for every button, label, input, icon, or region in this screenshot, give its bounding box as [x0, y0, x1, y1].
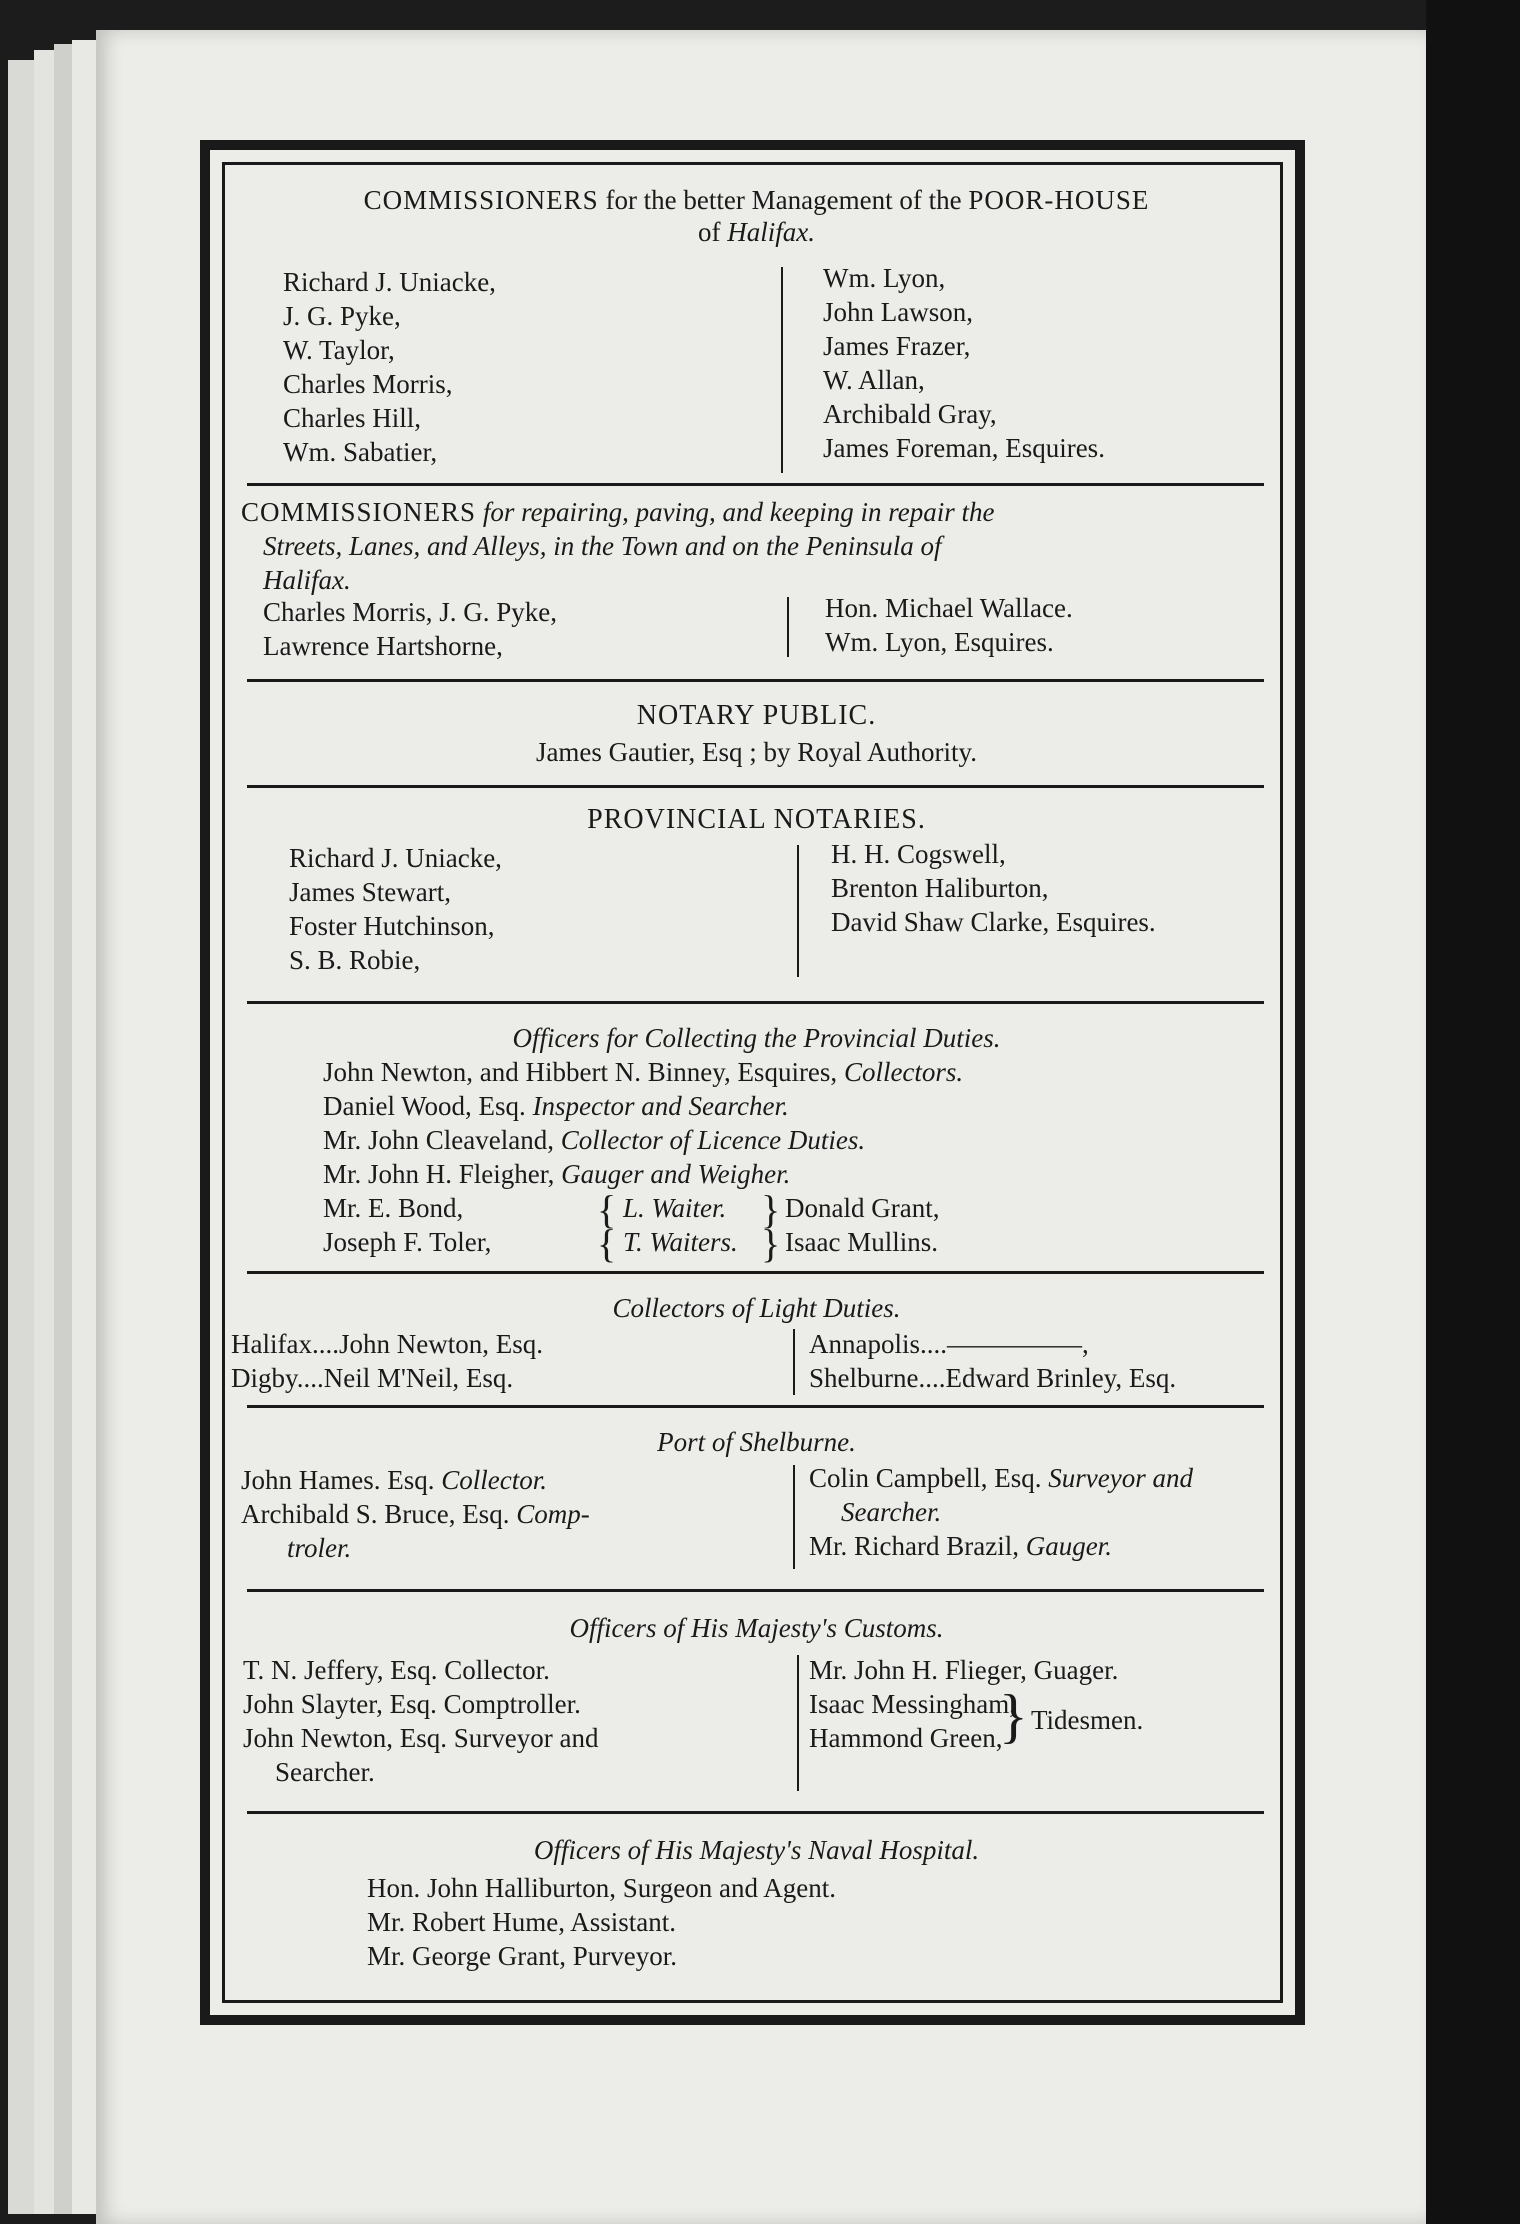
- page-border-frame: [200, 140, 1305, 2025]
- background-right: [1426, 0, 1520, 2224]
- officer-name: John Newton, and Hibbert N. Binney, Esquires,: [323, 1057, 844, 1087]
- title-of: of: [698, 217, 728, 247]
- poor-house-commissioners-section: [253, 171, 1260, 471]
- right-name: Wm. Lyon,: [823, 263, 946, 293]
- right-name: Annapolis....—————,: [809, 1329, 1089, 1359]
- left-name: Foster Hutchinson,: [289, 911, 495, 941]
- column-divider: [781, 267, 783, 473]
- streets-commissioners-section: [241, 487, 1260, 661]
- waiter-role: T. Waiters.: [623, 1227, 738, 1257]
- section-title: Port of Shelburne.: [657, 1427, 856, 1457]
- right-brace: }: [999, 1683, 1028, 1749]
- waiter-name: Isaac Mullins.: [785, 1227, 938, 1257]
- right-name: Mr. John H. Flieger, Guager.: [809, 1655, 1119, 1685]
- officer-line: [809, 1529, 1112, 1563]
- right-brace: }: [761, 1221, 781, 1266]
- section-title-line2: [253, 215, 1260, 249]
- section-title: [253, 183, 1260, 217]
- officer-name: Mr. Richard Brazil,: [809, 1531, 1026, 1561]
- right-name: Hammond Green,: [809, 1723, 1003, 1753]
- book-edge: [54, 44, 74, 2214]
- section-rule: [247, 679, 1264, 682]
- officer-role: Searcher.: [841, 1497, 942, 1527]
- officer-line: [323, 1123, 865, 1157]
- right-name: John Lawson,: [823, 297, 973, 327]
- left-name: Halifax....John Newton, Esq.: [231, 1329, 543, 1359]
- left-name: Charles Morris, J. G. Pyke,: [263, 597, 557, 627]
- book-edge: [34, 50, 56, 2214]
- officer-line: [323, 1089, 789, 1123]
- officer-role: Gauger.: [1025, 1531, 1112, 1561]
- officer-role: Inspector and Searcher.: [532, 1091, 789, 1121]
- officer-role: Collector of Licence Duties.: [560, 1125, 866, 1155]
- officer-line: Mr. Robert Hume, Assistant.: [367, 1907, 676, 1937]
- section-rule: [247, 1405, 1264, 1408]
- right-name: James Foreman, Esquires.: [823, 433, 1105, 463]
- left-name: Digby....Neil M'Neil, Esq.: [231, 1363, 514, 1393]
- waiter-name: Mr. E. Bond,: [323, 1193, 464, 1223]
- tidesmen-label: Tidesmen.: [1031, 1705, 1144, 1735]
- officer-name: Colin Campbell, Esq.: [809, 1463, 1049, 1493]
- waiter-name: Joseph F. Toler,: [323, 1227, 492, 1257]
- right-name: Brenton Haliburton,: [831, 873, 1049, 903]
- right-name: H. H. Cogswell,: [831, 839, 1006, 869]
- left-name: Richard J. Uniacke,: [283, 267, 496, 297]
- book-edge: [72, 40, 98, 2214]
- section-title-line2: Streets, Lanes, and Alleys, in the Town and on the Peninsula of: [263, 531, 942, 561]
- section-rule: [247, 483, 1264, 486]
- section-title: [241, 495, 995, 529]
- left-name: Lawrence Hartshorne,: [263, 631, 503, 661]
- officer-name: Daniel Wood, Esq.: [323, 1091, 533, 1121]
- section-title: NOTARY PUBLIC.: [636, 700, 877, 731]
- left-name: Charles Morris,: [283, 369, 453, 399]
- officer-name: Mr. John Cleaveland,: [323, 1125, 561, 1155]
- left-name: Searcher.: [275, 1757, 375, 1787]
- section-title: Officers of His Majesty's Customs.: [569, 1613, 944, 1643]
- officer-line: [241, 1463, 547, 1497]
- right-name: Wm. Lyon, Esquires.: [825, 627, 1054, 657]
- left-brace: {: [597, 1187, 617, 1232]
- column-divider: [793, 1465, 795, 1569]
- waiter-role: L. Waiter.: [623, 1193, 727, 1223]
- officer-role: troler.: [287, 1533, 352, 1563]
- notary-public-section: [253, 683, 1260, 783]
- section-rule: [247, 1271, 1264, 1274]
- officer-line: [323, 1055, 963, 1089]
- section-title: PROVINCIAL NOTARIES.: [587, 804, 926, 835]
- officer-name: John Hames. Esq.: [241, 1465, 442, 1495]
- left-name: W. Taylor,: [283, 335, 395, 365]
- section-rule: [247, 1001, 1264, 1004]
- left-name: S. B. Robie,: [289, 945, 421, 975]
- officer-role: Collectors.: [843, 1057, 964, 1087]
- right-name: W. Allan,: [823, 365, 925, 395]
- right-name: Isaac Messingham,: [809, 1689, 1016, 1719]
- left-name: John Newton, Esq. Surveyor and: [243, 1723, 599, 1753]
- left-name: T. N. Jeffery, Esq. Collector.: [243, 1655, 550, 1685]
- naval-hospital-section: [253, 1815, 1260, 1975]
- column-divider: [793, 1329, 795, 1395]
- page-border-inner: [222, 162, 1283, 2003]
- right-name: David Shaw Clarke, Esquires.: [831, 907, 1156, 937]
- officer-line: Mr. George Grant, Purveyor.: [367, 1941, 677, 1971]
- section-title: Officers of His Majesty's Naval Hospital.: [533, 1835, 980, 1865]
- officer-role: Surveyor and: [1048, 1463, 1193, 1493]
- section-rule: [247, 1811, 1264, 1814]
- column-divider: [787, 597, 789, 657]
- light-duties-section: [231, 1275, 1260, 1395]
- left-name: Richard J. Uniacke,: [289, 843, 502, 873]
- column-divider: [797, 845, 799, 977]
- officer-role: Gauger and Weigher.: [561, 1159, 791, 1189]
- right-name: Hon. Michael Wallace.: [825, 593, 1073, 623]
- customs-officers-section: [243, 1593, 1260, 1793]
- right-name: Archibald Gray,: [823, 399, 997, 429]
- section-title: Officers for Collecting the Provincial Duties.: [512, 1023, 1001, 1053]
- left-name: John Slayter, Esq. Comptroller.: [243, 1689, 581, 1719]
- waiter-name: Donald Grant,: [785, 1193, 940, 1223]
- officer-role: Collector.: [441, 1465, 547, 1495]
- book-edge: [8, 60, 36, 2214]
- section-title-line3: Halifax.: [263, 565, 351, 595]
- left-name: Wm. Sabatier,: [283, 437, 438, 467]
- right-name: Shelburne....Edward Brinley, Esq.: [809, 1363, 1177, 1393]
- right-name: James Frazer,: [823, 331, 971, 361]
- left-brace: {: [597, 1221, 617, 1266]
- title-caps-2: POOR-HOUSE: [968, 185, 1150, 215]
- right-brace: }: [761, 1187, 781, 1232]
- left-name: James Stewart,: [289, 877, 451, 907]
- notary-line: James Gautier, Esq ; by Royal Authority.: [535, 737, 978, 767]
- port-shelburne-section: [241, 1409, 1260, 1579]
- title-halifax: Halifax.: [727, 217, 815, 247]
- column-divider: [797, 1655, 799, 1791]
- title-caps: COMMISSIONERS: [241, 497, 477, 527]
- officer-name: Mr. John H. Fleigher,: [323, 1159, 562, 1189]
- section-title: Collectors of Light Duties.: [612, 1293, 901, 1323]
- title-text: for repairing, paving, and keeping in repair the: [476, 497, 995, 527]
- officer-role: Comp-: [516, 1499, 590, 1529]
- officer-line: [809, 1461, 1193, 1495]
- title-text: for the better Management of the: [598, 185, 969, 215]
- left-name: Charles Hill,: [283, 403, 421, 433]
- officer-name: Archibald S. Bruce, Esq.: [241, 1499, 517, 1529]
- officer-line: [323, 1157, 790, 1191]
- section-rule: [247, 1589, 1264, 1592]
- officer-line: [241, 1497, 590, 1531]
- title-caps: COMMISSIONERS: [363, 185, 599, 215]
- section-rule: [247, 785, 1264, 788]
- provincial-duties-section: [253, 1005, 1260, 1266]
- provincial-notaries-section: [253, 791, 1260, 991]
- left-name: J. G. Pyke,: [283, 301, 401, 331]
- officer-line: Hon. John Halliburton, Surgeon and Agent.: [367, 1873, 836, 1903]
